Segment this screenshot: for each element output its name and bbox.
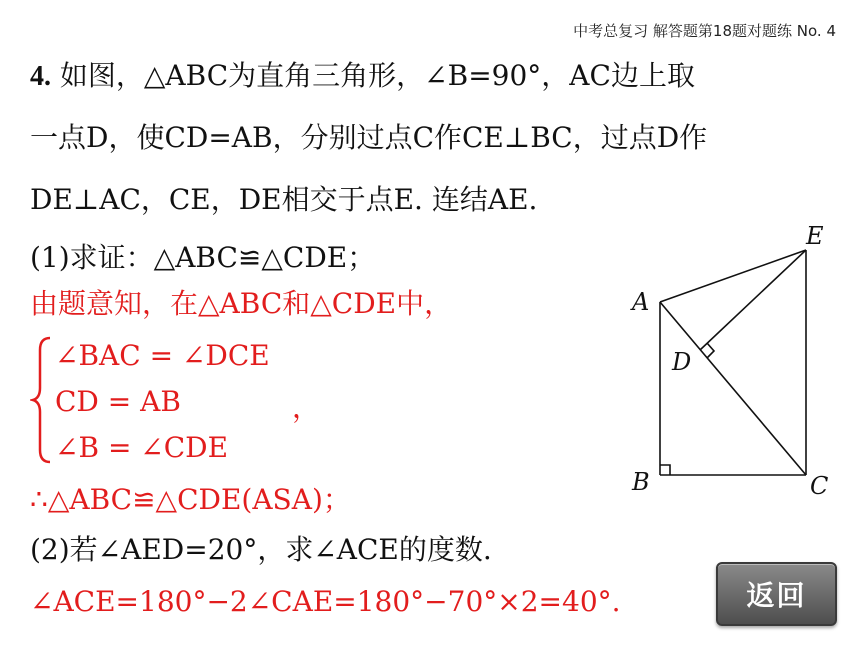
problem-line-2: 一点D，使CD=AB，分别过点C作CE⊥BC，过点D作 (30, 121, 708, 154)
label-a: A (632, 288, 650, 316)
right-angle-b (660, 465, 670, 475)
condition-3: ∠B = ∠CDE (55, 431, 229, 464)
solution-answer-2: ∠ACE=180°−2∠CAE=180°−70°×2=40°. (30, 585, 621, 618)
back-button[interactable]: 返回 (716, 562, 837, 626)
question-number: 4 (30, 61, 44, 92)
problem-text-1: 如图，△ABC为直角三角形，∠B=90°，AC边上取 (51, 59, 695, 92)
label-c: C (810, 472, 829, 500)
part-2-question: (2)若∠AED=20°，求∠ACE的度数. (30, 533, 492, 566)
solution-conclusion: ∴△ABC≌△CDE(ASA)； (30, 483, 351, 516)
condition-1: ∠BAC = ∠DCE (55, 339, 270, 372)
condition-2: CD = AB (55, 385, 181, 418)
condition-comma: ， (292, 391, 321, 424)
problem-line-3: DE⊥AC，CE，DE相交于点E. 连结AE. (30, 183, 538, 216)
system-brace (30, 336, 54, 464)
right-angle-d (707, 343, 714, 358)
label-e: E (806, 222, 824, 250)
segment-ae (660, 250, 806, 302)
page-header: 中考总复习 解答题第18题对题练 No. 4 (573, 22, 836, 40)
segment-ac (660, 302, 806, 475)
problem-line-1: 4. 如图，△ABC为直角三角形，∠B=90°，AC边上取 (30, 59, 695, 92)
segment-de (700, 250, 806, 350)
label-b: B (632, 468, 650, 496)
part-1-question: (1)求证：△ABC≌△CDE； (30, 241, 376, 274)
label-d: D (672, 348, 692, 376)
geometry-figure (620, 220, 840, 510)
solution-intro: 由题意知，在△ABC和△CDE中， (30, 287, 453, 320)
